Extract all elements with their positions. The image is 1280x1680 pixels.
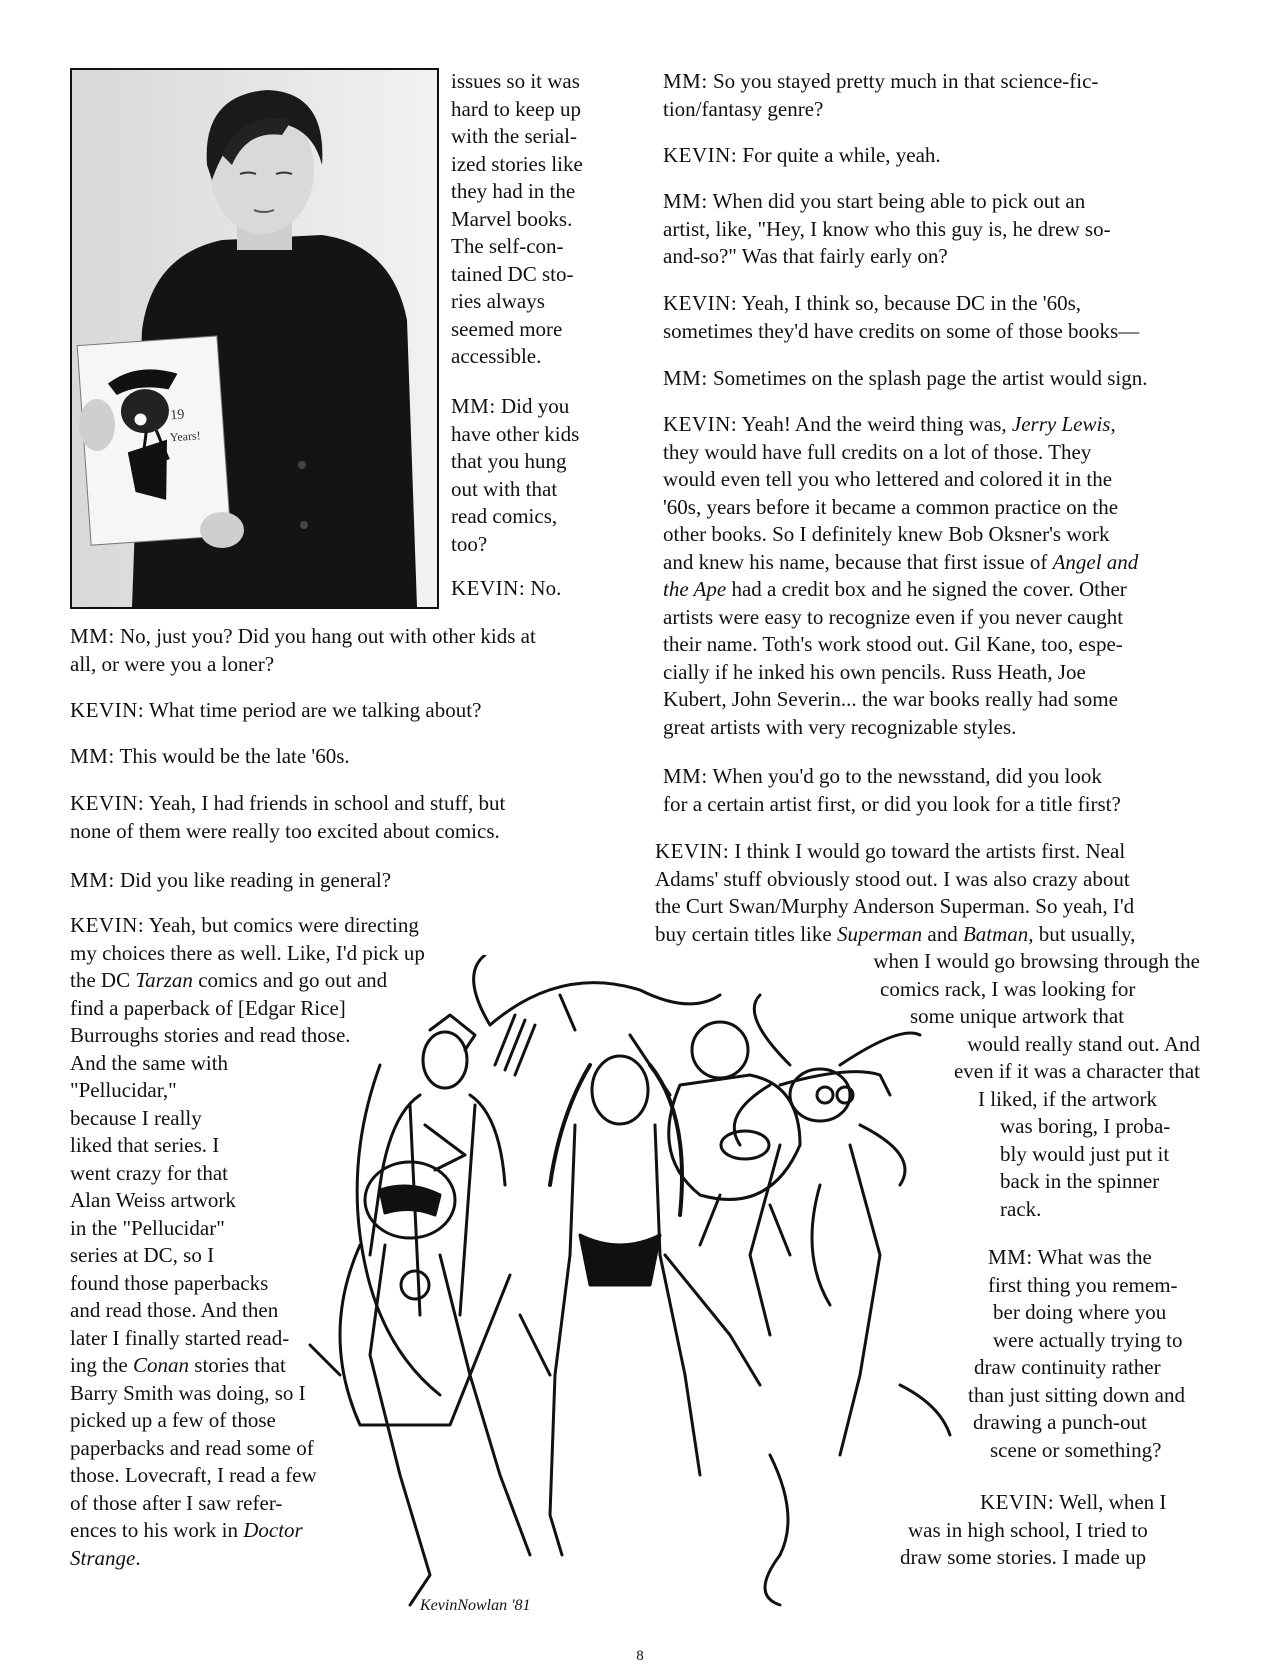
artist-signature: KevinNowlan '81 [420, 1597, 531, 1614]
para-mm-late-60s: MM: This would be the late '60s. [70, 744, 350, 768]
para-kevin-full-credits: KEVIN: Yeah! And the weird thing was, Jerry Lewis, they would have full credits on a lot of those. They would even tell you who lettered and colored it in the '60s, years before it became a common practice on the other books. So I definitely knew Bob Oksner's work and knew his name, because that first issue of Angel and the Ape had a credit box and he signed the cover. Other artists were easy to recognize even if you never caught their name. Toth's work stood out. Gil Kane, too, espe- cially if he inked his own pencils. Russ Heath, Joe Kubert, John Severin... the war books really had some great artists with very recognizable styles. [663, 412, 1139, 739]
photo-boy-with-drawing [70, 68, 439, 609]
para-mm-newsstand: MM: When you'd go to the newsstand, did you look for a certain artist first, or did you look for a title first? [663, 764, 1121, 816]
para-kevin-artists-first: KEVIN: I think I would go toward the artists first. Neal Adams' stuff obviously stood out. I was also crazy about the Curt Swan/Murphy Anderson Superman. So yeah, I'd buy certain titles like Superman and Batman, but usually, when I would go browsing through the comics rack, I was looking for some unique artwork that would really stand out. And even if it was a character that I liked, if the artwork was boring, I proba- bly would just put it back in the spinner rack. [655, 839, 1200, 1221]
page-number: 8 [636, 1648, 644, 1664]
para-mm-scifi: MM: So you stayed pretty much in that science-fic- tion/fantasy genre? [663, 69, 1099, 121]
para-kevin-while: KEVIN: For quite a while, yeah. [663, 143, 941, 167]
para-kevin-high-school: KEVIN: Well, when I was in high school, I tried to draw some stories. I made up [900, 1490, 1167, 1569]
superhero-group-illustration [300, 955, 1020, 1620]
para-mm-splash-page: MM: Sometimes on the splash page the artist would sign. [663, 366, 1148, 390]
svg-text:19: 19 [169, 407, 185, 424]
para-mm-pick-artist: MM: When did you start being able to pick out an artist, like, "Hey, I know who this guy is, he drew so- and-so?" Was that fairly early on? [663, 189, 1111, 268]
para-kevin-no: KEVIN: No. [451, 576, 562, 600]
superhero-group-icon [300, 955, 1020, 1620]
para-kevin-comics-directing: KEVIN: Yeah, but comics were directing my choices there as well. Like, I'd pick up the DC Tarzan comics and go out and find a paperback of [Edgar Rice] Burroughs stories and read those. And the same with "Pellucidar," because I really liked that series. I went crazy for that Alan Weiss artwork in the "Pellucidar" series at DC, so I found those paperbacks and read those. And then later I finally started read- ing the Conan stories that Barry Smith was doing, so I picked up a few of those paperbacks and read some of those. Lovecraft, I read a few of those after I saw refer- ences to his work in Doctor Strange. [70, 913, 425, 1570]
para-mm-other-kids: MM: Did you have other kids that you hung out with that read comics, too? [451, 394, 580, 556]
para-mm-reading: MM: Did you like reading in general? [70, 868, 392, 892]
svg-text:Years!: Years! [169, 428, 202, 445]
para-mm-just-you: MM: No, just you? Did you hang out with other kids at all, or were you a loner? [70, 624, 536, 676]
para-mm-continuity: MM: What was the first thing you remem- ber doing where you were actually trying to draw continuity rather than just sitting down and drawing a punch-out scene or something? [968, 1245, 1185, 1462]
photo-image [72, 70, 437, 607]
para-kevin-time-period: KEVIN: What time period are we talking about? [70, 698, 482, 722]
para-kevin-credits: KEVIN: Yeah, I think so, because DC in the '60s, sometimes they'd have credits on some of those books— [663, 291, 1140, 343]
para-kevin-friends: KEVIN: Yeah, I had friends in school and stuff, but none of them were really too excited about comics. [70, 791, 506, 843]
para-left-intro: issues so it was hard to keep up with the serial- ized stories like they had in the Marvel books. The self-con- tained DC sto- ries always seemed more accessible. [451, 69, 583, 368]
